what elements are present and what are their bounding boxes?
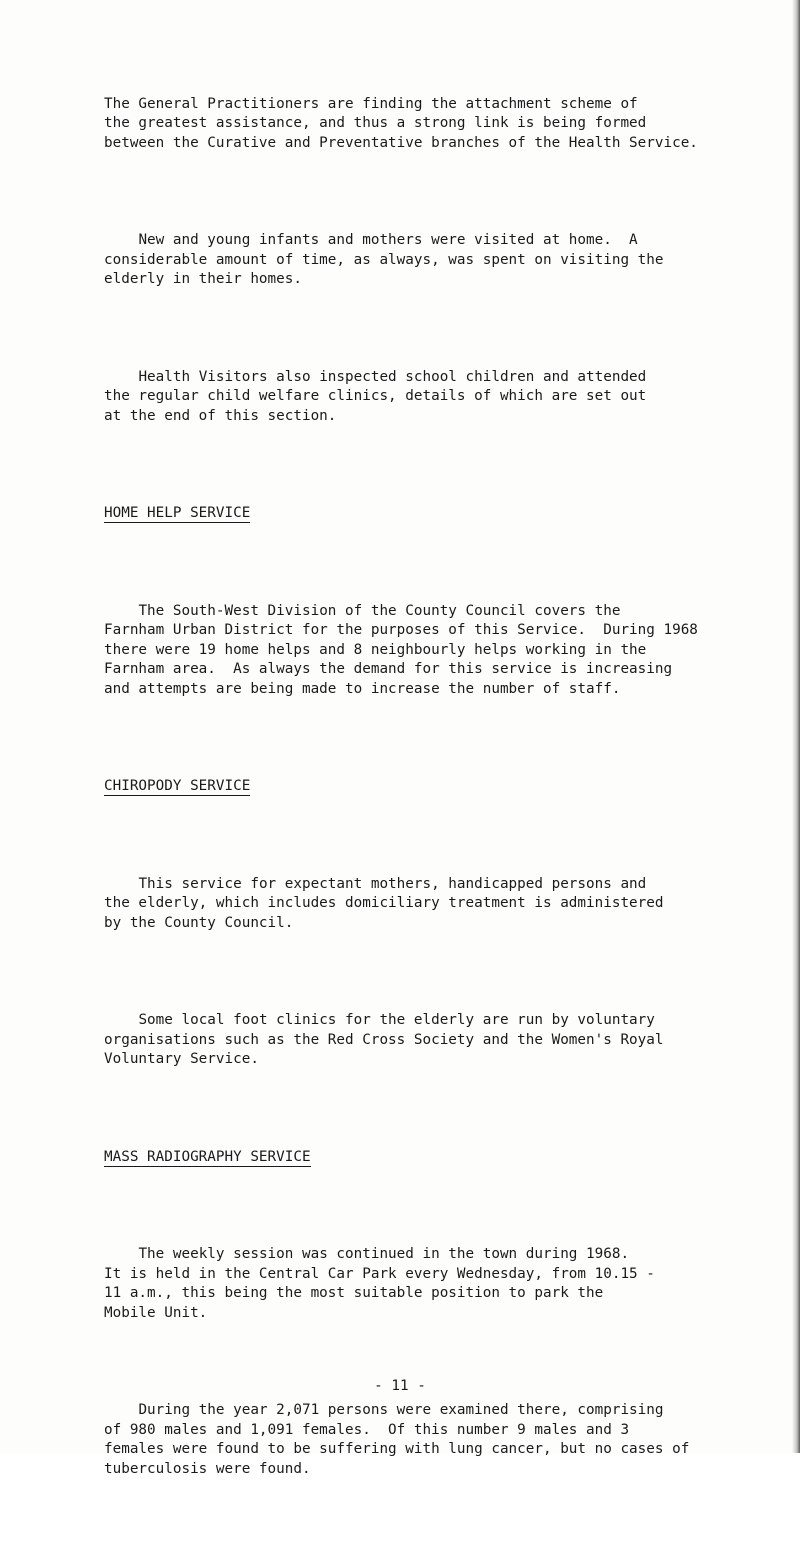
chiropody-paragraph-2 [104, 1011, 794, 1070]
text-line: there were 19 home helps and 8 neighbourly helps working in the [104, 641, 647, 658]
text-line: females were found to be suffering with lung cancer, but no cases of [104, 1441, 690, 1457]
text-line: Health Visitors also inspected school children and attended [138, 368, 647, 385]
mass-radiography-paragraph-1 [104, 1245, 794, 1323]
text-line: The weekly session was continued in the town during 1968. [138, 1246, 630, 1262]
text-line: Mobile Unit. [104, 1304, 208, 1321]
text-line: tuberculosis were found. [104, 1460, 311, 1477]
text-line: Voluntary Service. [104, 1051, 259, 1067]
text-line: It is held in the Central Car Park every Wednesday, from 10.15 - [104, 1265, 655, 1282]
text-line: between the Curative and Preventative branches of the Health Service. [104, 134, 698, 151]
home-help-paragraph-1 [104, 602, 794, 700]
text-line: The General Practitioners are finding the attachment scheme of [104, 95, 638, 112]
text-line: Some local foot clinics for the elderly are run by voluntary [138, 1012, 655, 1028]
intro-paragraph-1 [104, 95, 794, 154]
text-line: Farnham Urban District for the purposes of this Service. During 1968 [104, 622, 698, 638]
page-number: - 11 - [374, 1378, 426, 1394]
intro-paragraph-3 [104, 368, 794, 427]
section-heading-mass-radiography: MASS RADIOGRAPHY SERVICE [104, 1148, 311, 1165]
text-line: elderly in their homes. [104, 271, 302, 287]
document-body [104, 36, 794, 1557]
scan-edge-shadow [792, 0, 800, 1453]
text-line: of 980 males and 1,091 females. Of this number 9 males and 3 [104, 1421, 630, 1438]
text-line: During the year 2,071 persons were examined there, comprising [138, 1402, 664, 1418]
text-line: organisations such as the Red Cross Society and the Women's Royal [104, 1031, 664, 1048]
chiropody-heading-wrap [104, 777, 794, 797]
mass-radiography-paragraph-2 [104, 1401, 794, 1479]
text-line: by the County Council. [104, 914, 294, 931]
text-line: at the end of this section. [104, 407, 337, 424]
intro-paragraph-2 [104, 231, 794, 290]
text-line: the greatest assistance, and thus a strong link is being formed [104, 115, 647, 131]
section-heading-home-help: HOME HELP SERVICE [104, 505, 251, 521]
text-line: the regular child welfare clinics, details of which are set out [104, 388, 647, 404]
mass-radiography-heading-wrap [104, 1148, 794, 1168]
chiropody-paragraph-1 [104, 875, 794, 934]
text-line: Farnham area. As always the demand for this service is increasing [104, 661, 673, 677]
text-line: The South-West Division of the County Council covers the [138, 602, 621, 619]
home-help-heading-wrap [104, 504, 794, 524]
text-line: considerable amount of time, as always, was spent on visiting the [104, 251, 664, 268]
text-line: and attempts are being made to increase the number of staff. [104, 680, 621, 697]
section-heading-chiropody: CHIROPODY SERVICE [104, 778, 251, 794]
text-line: the elderly, which includes domiciliary treatment is administered [104, 895, 664, 911]
text-line: 11 a.m., this being the most suitable position to park the [104, 1285, 604, 1301]
text-line: New and young infants and mothers were visited at home. A [138, 232, 638, 248]
text-line: This service for expectant mothers, handicapped persons and [138, 875, 647, 892]
